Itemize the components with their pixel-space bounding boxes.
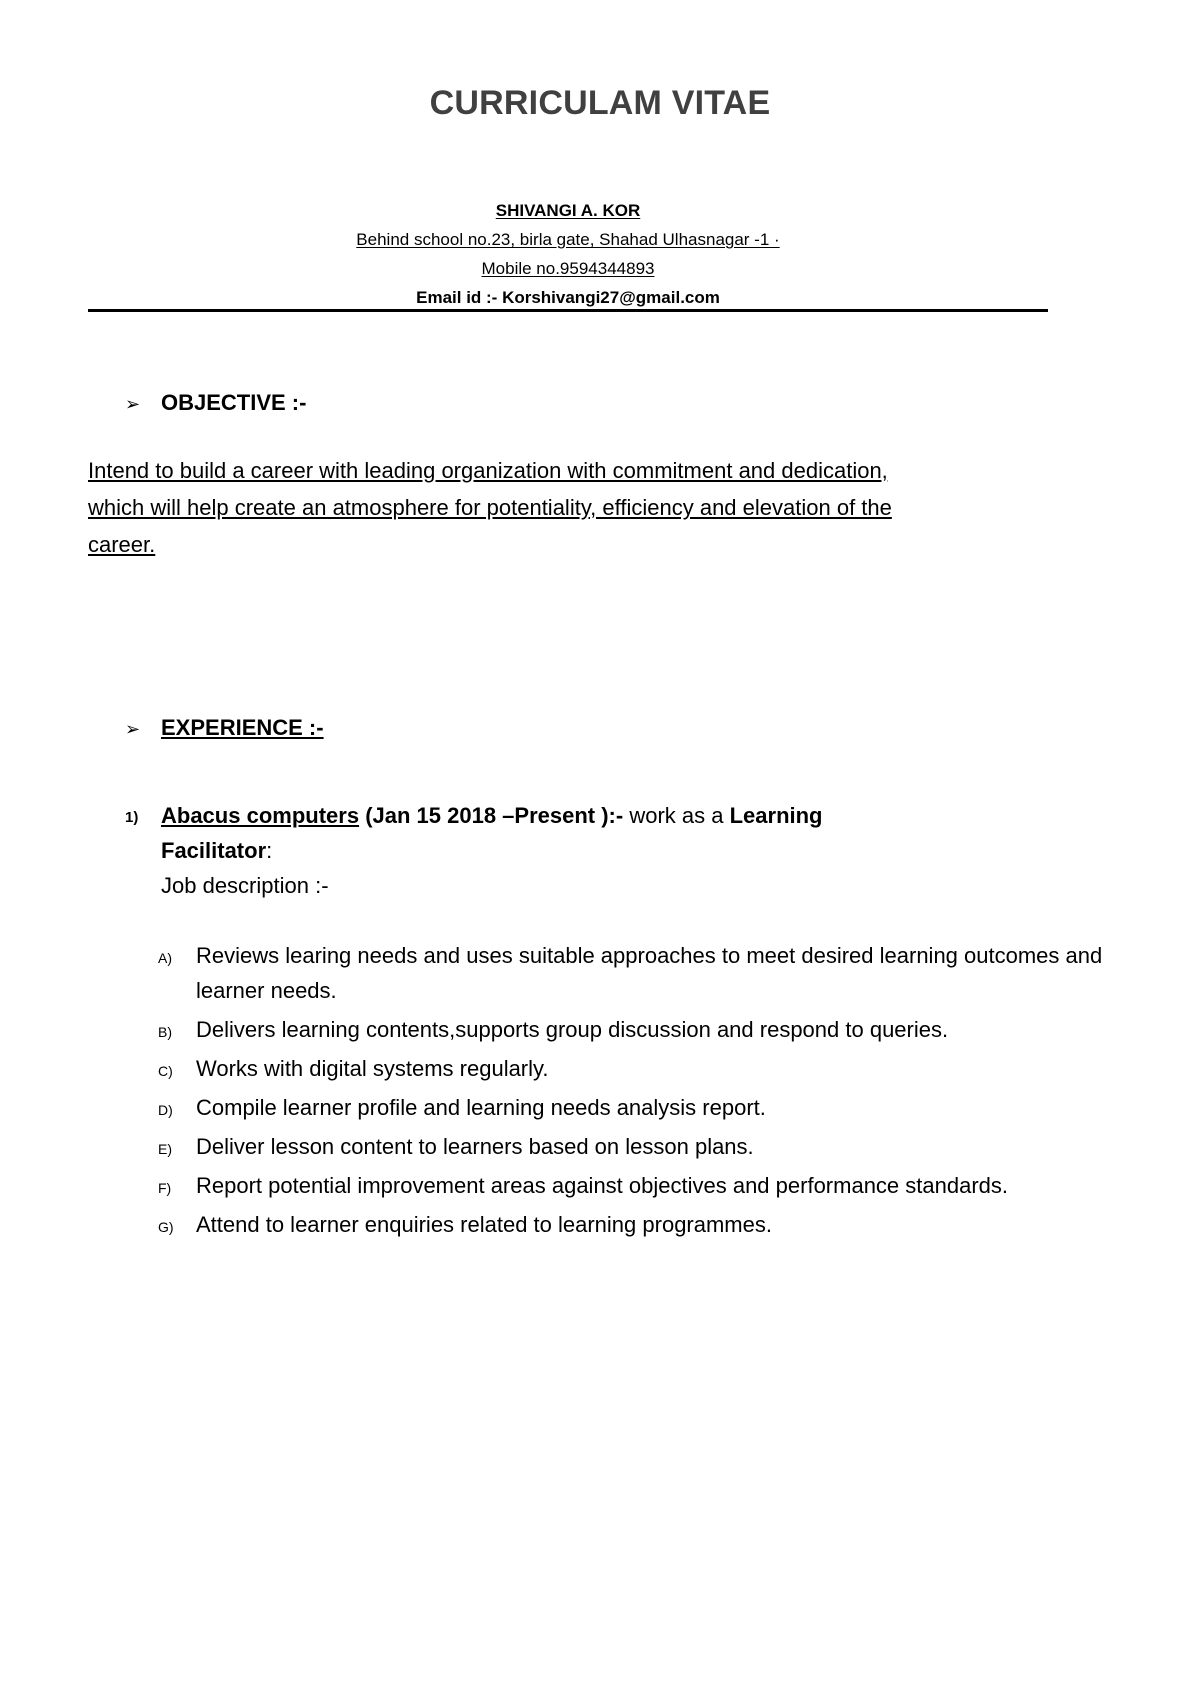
job-description-label: Job description :-: [161, 873, 329, 898]
role-line: [161, 833, 1085, 868]
address: Behind school no.23, birla gate, Shahad Ulhasnagar -1 ·: [356, 230, 780, 249]
objective-heading: [125, 390, 306, 416]
list-item: [158, 938, 1108, 1008]
objective-line: which will help create an atmosphere for potentiality, efficiency and elevation of the: [88, 495, 892, 520]
mobile-number: Mobile no.9594344893: [481, 259, 655, 278]
duty-text: Compile learner profile and learning needs analysis report.: [196, 1095, 766, 1120]
duty-text: Attend to learner enquiries related to learning programmes.: [196, 1212, 772, 1237]
job-period: (Jan 15 2018 –Present ):-: [365, 803, 624, 828]
objective-text: [88, 452, 1078, 563]
duty-text: Deliver lesson content to learners based on lesson plans.: [196, 1134, 754, 1159]
experience-heading-label: EXPERIENCE :-: [161, 715, 324, 740]
list-marker: D): [158, 1102, 173, 1118]
document-title: CURRICULAM VITAE: [429, 84, 771, 122]
header-divider: [88, 309, 1048, 312]
experience-heading: [125, 715, 324, 741]
objective-heading-label: OBJECTIVE :-: [161, 390, 307, 415]
objective-line: Intend to build a career with leading organization with commitment and dedication,: [88, 458, 888, 483]
list-item: [158, 1051, 1108, 1086]
contact-block: [88, 196, 1048, 312]
job-title-line: [161, 798, 1085, 833]
arrow-bullet-icon: ➢: [125, 719, 141, 739]
arrow-bullet-icon: ➢: [125, 394, 141, 414]
role-suffix: :: [266, 838, 273, 863]
list-marker: C): [158, 1063, 173, 1079]
candidate-name: SHIVANGI A. KOR: [495, 201, 641, 220]
duty-text: Delivers learning contents,supports group discussion and respond to queries.: [196, 1017, 949, 1042]
duty-text: Report potential improvement areas against objectives and performance standards.: [196, 1173, 1009, 1198]
role-line2: Facilitator: [161, 838, 267, 863]
list-marker: E): [158, 1141, 172, 1157]
email: Email id :- Korshivangi27@gmail.com: [416, 288, 720, 307]
company-name: Abacus computers: [161, 803, 360, 828]
duty-text: Works with digital systems regularly.: [196, 1056, 549, 1081]
list-item: [158, 1168, 1108, 1203]
list-marker: A): [158, 950, 172, 966]
duty-text: Reviews learing needs and uses suitable approaches to meet desired learning outcomes and learner needs.: [196, 943, 1103, 1003]
duties-list: [158, 938, 1108, 1246]
list-item: [158, 1012, 1108, 1047]
objective-line: career.: [88, 532, 156, 557]
role-line1: Learning: [729, 803, 823, 828]
list-marker: G): [158, 1219, 174, 1235]
role-prefix: work as a: [623, 803, 730, 828]
list-marker: F): [158, 1180, 172, 1196]
job-entry: [125, 798, 1085, 903]
list-item: [158, 1090, 1108, 1125]
job-number: 1): [125, 809, 139, 826]
list-item: [158, 1129, 1108, 1164]
list-marker: B): [158, 1024, 172, 1040]
list-item: [158, 1207, 1108, 1242]
